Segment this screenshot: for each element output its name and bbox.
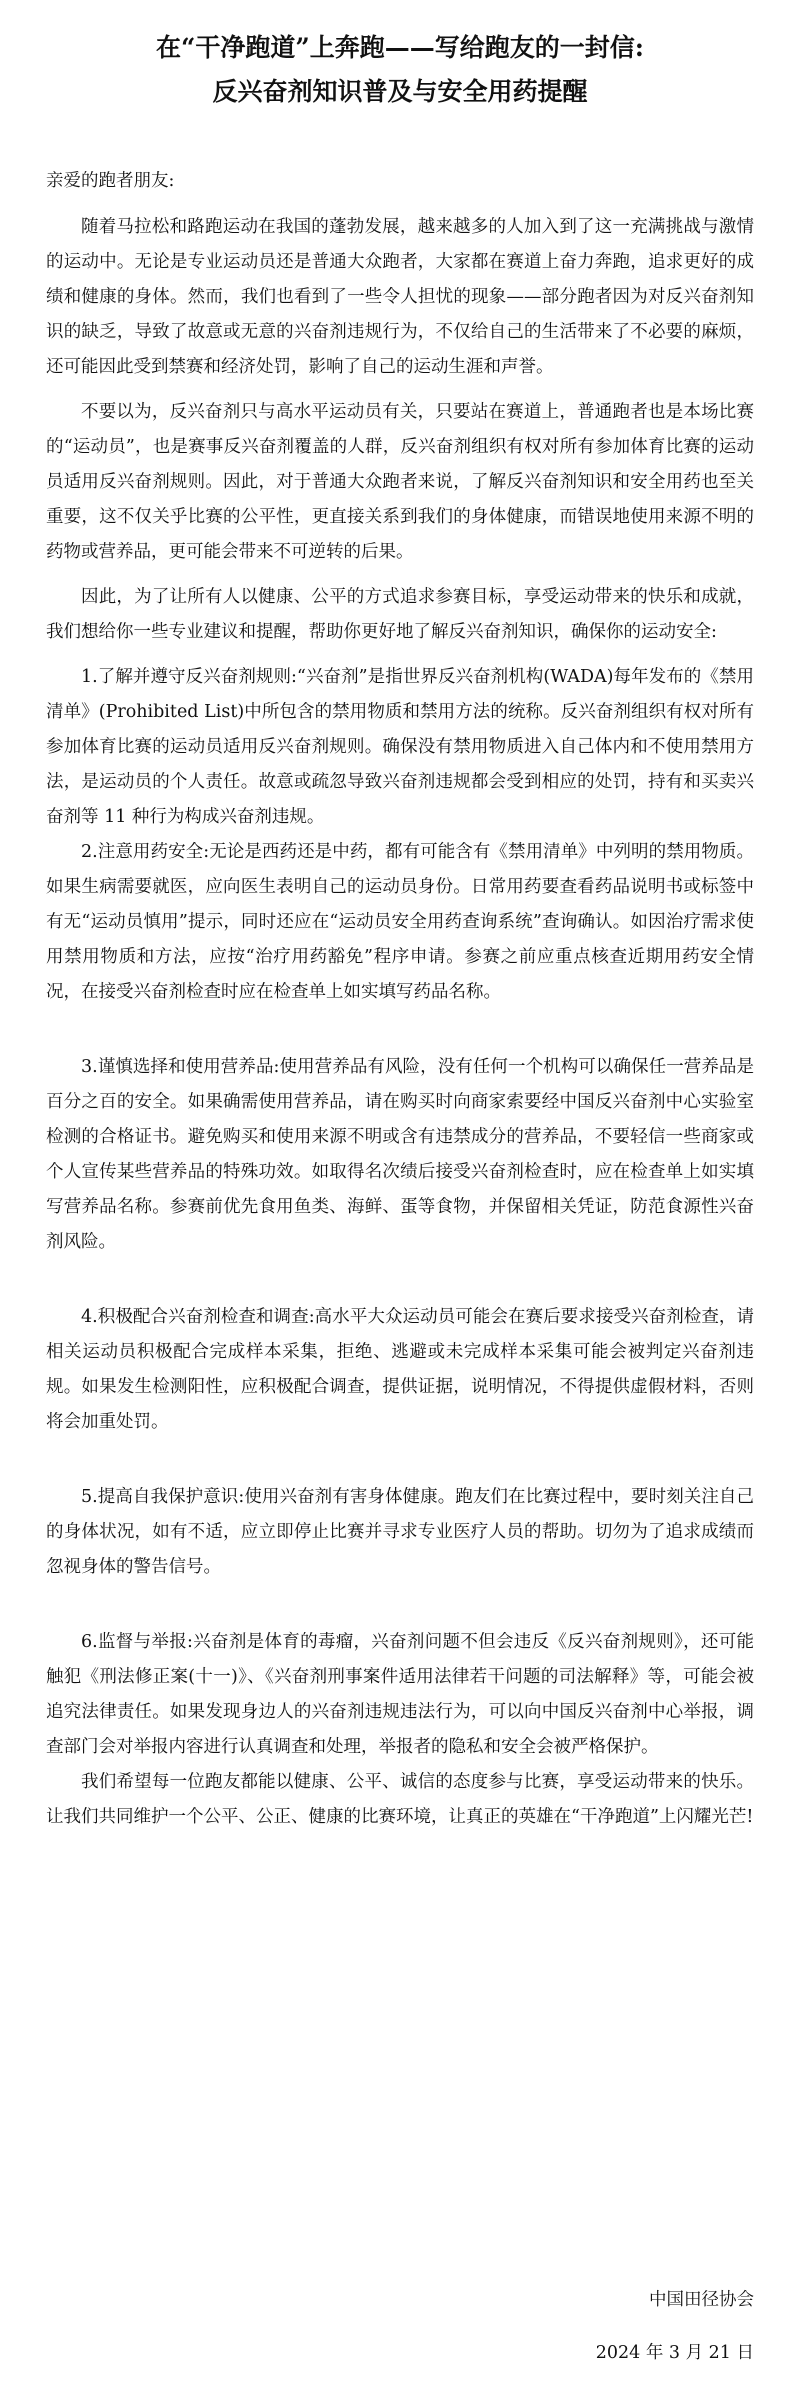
page-title-line-2: 反兴奋剂知识普及与安全用药提醒 [212, 77, 588, 106]
salutation: 亲爱的跑者朋友: [46, 171, 175, 191]
paragraph-item-3-supplements: 3.谨慎选择和使用营养品:使用营养品有风险，没有任何一个机构可以确保任一营养品是百分之百的安全。如果确需使用营养品，请在购买时向商家索要经中国反兴奋剂中心实验室检测的合格证书。避免购买和使用来源不明或含有违禁成分的营养品，不要轻信一些商家或个人宣传某些营养品的特殊功效。如取得名次绩后接受兴奋剂检查时，应在检查单上如实填写营养品名称。参赛前优先食用鱼类、海鲜、蛋等食物，并保留相关凭证，防范食源性兴奋剂风险。 [46, 1057, 754, 1252]
paragraph-closing: 我们希望每一位跑友都能以健康、公平、诚信的态度参与比赛，享受运动带来的快乐。让我们共同维护一个公平、公正、健康的比赛环境，让真正的英雄在“干净跑道”上闪耀光芒! [46, 1772, 754, 1827]
paragraph-item-2-medication: 2.注意用药安全:无论是西药还是中药，都有可能含有《禁用清单》中列明的禁用物质。如果生病需要就医，应向医生表明自己的运动员身份。日常用药要查看药品说明书或标签中有无“运动员慎用”提示，同时还应在“运动员安全用药查询系统”查询确认。如因治疗需求使用禁用物质和方法，应按“治疗用药豁免”程序申请。参赛之前应重点核查近期用药安全情况，在接受兴奋剂检查时应在检查单上如实填写药品名称。 [46, 842, 754, 1002]
paragraph-item-1-rules: 1.了解并遵守反兴奋剂规则:“兴奋剂”是指世界反兴奋剂机构(WADA)每年发布的《禁用清单》(Prohibited List)中所包含的禁用物质和禁用方法的统称。反兴奋剂组织有权对所有参加体育比赛的运动员适用反兴奋剂规则。确保没有禁用物质进入自己体内和不使用禁用方法，是运动员的个人责任。故意或疏忽导致兴奋剂违规都会受到相应的处罚，持有和买卖兴奋剂等 11 种行为构成兴奋剂违规。 [46, 667, 754, 827]
page-title-line-1: 在“干净跑道”上奔跑——写给跑友的一封信: [156, 33, 644, 62]
paragraph-intro: 随着马拉松和路跑运动在我国的蓬勃发展，越来越多的人加入到了这一充满挑战与激情的运动中。无论是专业运动员还是普通大众跑者，大家都在赛道上奋力奔跑，追求更好的成绩和健康的身体。然而，我们也看到了一些令人担忧的现象——部分跑者因为对反兴奋剂知识的缺乏，导致了故意或无意的兴奋剂违规行为，不仅给自己的生活带来了不必要的麻烦，还可能因此受到禁赛和经济处罚，影响了自己的运动生涯和声誉。 [46, 217, 754, 377]
paragraph-purpose: 因此，为了让所有人以健康、公平的方式追求参赛目标，享受运动带来的快乐和成就，我们想给你一些专业建议和提醒，帮助你更好地了解反兴奋剂知识，确保你的运动安全: [46, 587, 754, 642]
paragraph-item-4-testing: 4.积极配合兴奋剂检查和调查:高水平大众运动员可能会在赛后要求接受兴奋剂检查，请相关运动员积极配合完成样本采集，拒绝、逃避或未完成样本采集可能会被判定兴奋剂违规。如果发生检测阳性，应积极配合调查，提供证据，说明情况，不得提供虚假材料，否则将会加重处罚。 [46, 1307, 754, 1432]
signature-organization: 中国田径协会 [649, 2290, 754, 2310]
title-block [46, 26, 754, 114]
paragraph-item-6-reporting: 6.监督与举报:兴奋剂是体育的毒瘤，兴奋剂问题不但会违反《反兴奋剂规则》，还可能触犯《刑法修正案(十一)》、《兴奋剂刑事案件适用法律若干问题的司法解释》等，可能会被追究法律责任。如果发现身边人的兴奋剂违规违法行为，可以向中国反兴奋剂中心举报，调查部门会对举报内容进行认真调查和处理，举报者的隐私和安全会被严格保护。 [46, 1632, 754, 1757]
paragraph-scope: 不要以为，反兴奋剂只与高水平运动员有关，只要站在赛道上，普通跑者也是本场比赛的“运动员”，也是赛事反兴奋剂覆盖的人群，反兴奋剂组织有权对所有参加体育比赛的运动员适用反兴奋剂规则。因此，对于普通大众跑者来说，了解反兴奋剂知识和安全用药也至关重要，这不仅关乎比赛的公平性，更直接关系到我们的身体健康，而错误地使用来源不明的药物或营养品，更可能会带来不可逆转的后果。 [46, 402, 754, 562]
signature-date: 2024 年 3 月 21 日 [595, 2343, 754, 2363]
paragraph-item-5-protection: 5.提高自我保护意识:使用兴奋剂有害身体健康。跑友们在比赛过程中，要时刻关注自己的身体状况，如有不适，应立即停止比赛并寻求专业医疗人员的帮助。切勿为了追求成绩而忽视身体的警告信号。 [46, 1487, 754, 1577]
